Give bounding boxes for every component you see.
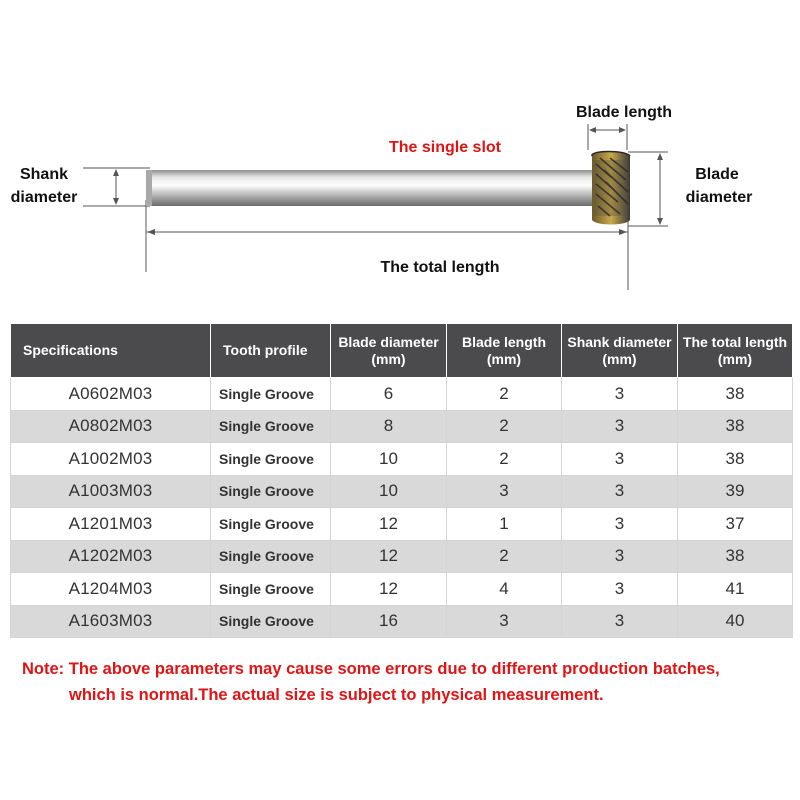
- cell-specification: A1002M03: [11, 443, 211, 476]
- header-blade-length: Blade length (mm): [447, 324, 562, 378]
- header-total-length: The total length (mm): [678, 324, 793, 378]
- header-shank-diameter: Shank diameter (mm): [562, 324, 678, 378]
- cell-total-length: 41: [678, 573, 793, 606]
- cell-blade-length: 2: [447, 443, 562, 476]
- cell-tooth-profile: Single Groove: [211, 378, 331, 411]
- cell-specification: A1603M03: [11, 605, 211, 638]
- cell-total-length: 39: [678, 475, 793, 508]
- cell-tooth-profile: Single Groove: [211, 443, 331, 476]
- table-row: [11, 605, 793, 638]
- table-row: [11, 540, 793, 573]
- total-length-label: The total length: [380, 259, 500, 276]
- cell-total-length: 38: [678, 410, 793, 443]
- cell-shank-diameter: 3: [562, 443, 678, 476]
- header-row: [11, 324, 793, 378]
- cell-total-length: 38: [678, 540, 793, 573]
- cell-tooth-profile: Single Groove: [211, 475, 331, 508]
- specifications-table: [10, 323, 793, 638]
- table-header: [11, 324, 793, 378]
- cell-blade-length: 3: [447, 605, 562, 638]
- cell-tooth-profile: Single Groove: [211, 605, 331, 638]
- product-dimension-diagram: [0, 0, 800, 300]
- cell-shank-diameter: 3: [562, 540, 678, 573]
- cell-shank-diameter: 3: [562, 573, 678, 606]
- cell-blade-diameter: 12: [331, 573, 447, 606]
- dimension-lines: [83, 124, 668, 290]
- header-blade-diameter: Blade diameter (mm): [331, 324, 447, 378]
- cell-blade-diameter: 10: [331, 443, 447, 476]
- cell-blade-length: 3: [447, 475, 562, 508]
- blade-length-label: Blade length: [575, 104, 673, 121]
- table-row: [11, 475, 793, 508]
- cell-specification: A1003M03: [11, 475, 211, 508]
- cell-blade-length: 4: [447, 573, 562, 606]
- cell-specification: A0602M03: [11, 378, 211, 411]
- cell-specification: A1201M03: [11, 508, 211, 541]
- carbide-burr-image: [146, 152, 630, 225]
- cell-tooth-profile: Single Groove: [211, 573, 331, 606]
- cell-blade-length: 2: [447, 410, 562, 443]
- cell-blade-diameter: 6: [331, 378, 447, 411]
- blade-diameter-label-line1: Blade: [695, 166, 739, 183]
- header-specifications: Specifications: [11, 324, 211, 378]
- cell-blade-diameter: 16: [331, 605, 447, 638]
- cell-total-length: 38: [678, 443, 793, 476]
- cell-blade-diameter: 12: [331, 508, 447, 541]
- cell-specification: A1204M03: [11, 573, 211, 606]
- cell-specification: A1202M03: [11, 540, 211, 573]
- cell-shank-diameter: 3: [562, 410, 678, 443]
- shank-diameter-label-line1: Shank: [19, 166, 69, 183]
- cell-tooth-profile: Single Groove: [211, 540, 331, 573]
- table-row: [11, 443, 793, 476]
- blade-diameter-label-line2: diameter: [685, 189, 753, 206]
- cell-blade-length: 1: [447, 508, 562, 541]
- disclaimer-note: [22, 656, 792, 708]
- cell-total-length: 38: [678, 378, 793, 411]
- table-body: [11, 378, 793, 638]
- cell-tooth-profile: Single Groove: [211, 410, 331, 443]
- table-row: [11, 410, 793, 443]
- cell-blade-length: 2: [447, 540, 562, 573]
- cell-shank-diameter: 3: [562, 605, 678, 638]
- note-line-1: Note: The above parameters may cause some errors due to different production batches,: [22, 660, 720, 678]
- cell-blade-diameter: 12: [331, 540, 447, 573]
- table-row: [11, 573, 793, 606]
- cell-shank-diameter: 3: [562, 508, 678, 541]
- cell-tooth-profile: Single Groove: [211, 508, 331, 541]
- header-tooth-profile: Tooth profile: [211, 324, 331, 378]
- cell-blade-diameter: 10: [331, 475, 447, 508]
- table-row: [11, 378, 793, 411]
- cell-blade-diameter: 8: [331, 410, 447, 443]
- cell-blade-length: 2: [447, 378, 562, 411]
- shank-diameter-label-line2: diameter: [10, 189, 78, 206]
- table-row: [11, 508, 793, 541]
- cell-total-length: 40: [678, 605, 793, 638]
- cell-shank-diameter: 3: [562, 378, 678, 411]
- cell-total-length: 37: [678, 508, 793, 541]
- note-line-2: which is normal.The actual size is subject to physical measurement.: [69, 686, 604, 704]
- single-slot-label: The single slot: [388, 139, 502, 156]
- cell-specification: A0802M03: [11, 410, 211, 443]
- cell-shank-diameter: 3: [562, 475, 678, 508]
